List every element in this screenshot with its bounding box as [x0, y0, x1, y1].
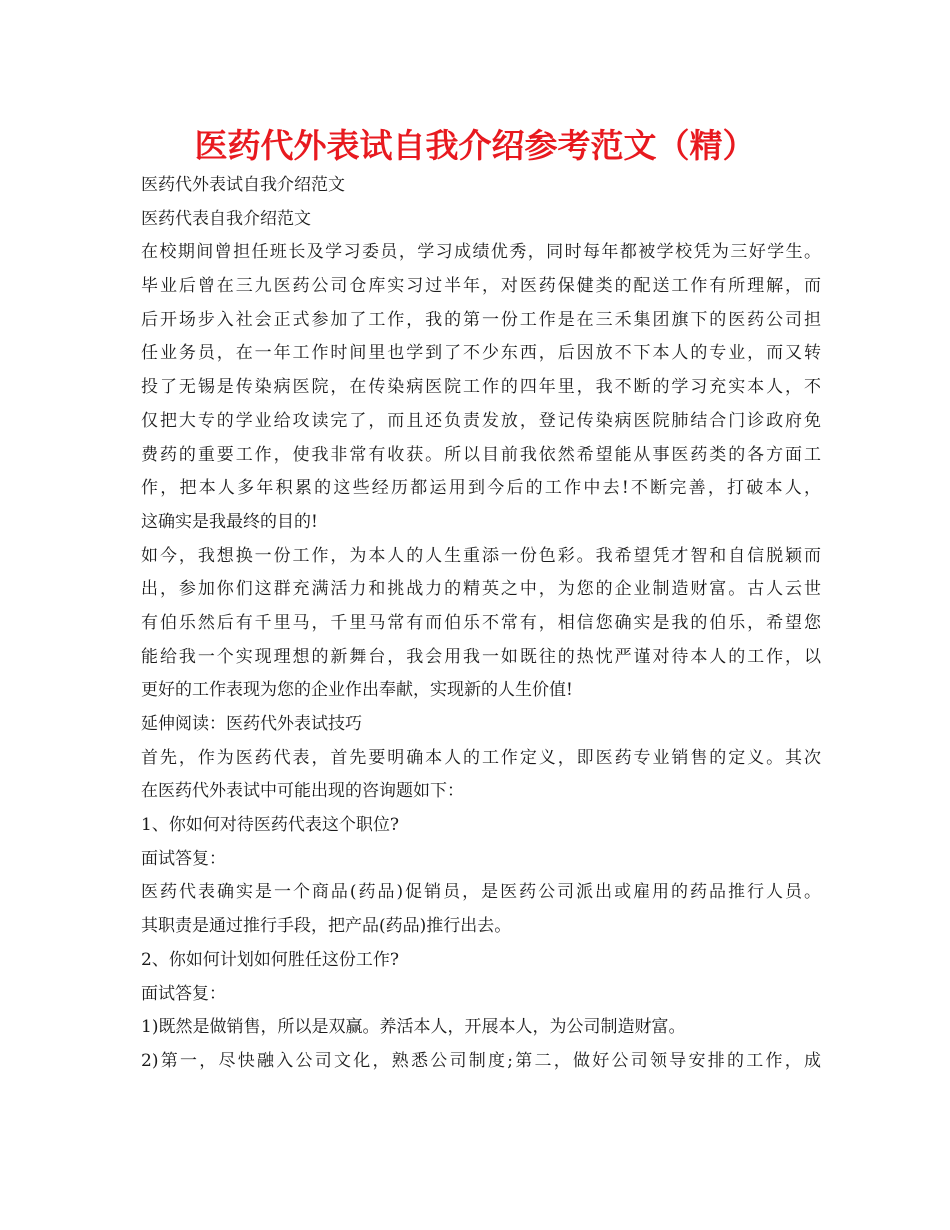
paragraph-line: 在校期间曾担任班长及学习委员，学习成绩优秀，同时每年都被学校凭为三好学生。 — [141, 242, 821, 263]
paragraph-line: 任业务员，在一年工作时间里也学到了不少东西，后因放不下本人的专业，而又转 — [141, 343, 821, 364]
paragraph-line: 2)第一，尽快融入公司文化，熟悉公司制度;第二，做好公司领导安排的工作，成 — [141, 1050, 821, 1071]
paragraph-line: 其职责是通过推行手段，把产品(药品)推行出去。 — [141, 916, 512, 937]
paragraph-line: 如今，我想换一份工作，为本人的人生重添一份色彩。我希望凭才智和自信脱颖而 — [141, 545, 821, 566]
paragraph-line: 延伸阅读：医药代外表试技巧 — [141, 714, 362, 734]
paragraph-line: 1)既然是做销售，所以是双赢。养活本人，开展本人，为公司制造财富。 — [141, 1017, 686, 1038]
paragraph-line: 仅把大专的学业给攻读完了，而且还负责发放，登记传染病医院肺结合门诊政府免 — [141, 410, 821, 431]
paragraph-line: 这确实是我最终的目的! — [141, 511, 318, 532]
paragraph-line: 有伯乐然后有千里马，千里马常有而伯乐不常有，相信您确实是我的伯乐，希望您 — [141, 612, 821, 633]
document-title: 医药代外表试自我介绍参考范文（精） — [194, 126, 756, 165]
paragraph-line: 在医药代外表试中可能出现的咨询题如下： — [141, 781, 464, 802]
paragraph-line: 作，把本人多年积累的这些经历都运用到今后的工作中去!不断完善，打破本人， — [141, 478, 821, 499]
paragraph-line: 医药代表确实是一个商品(药品)促销员，是医药公司派出或雇用的药品推行人员。 — [141, 882, 821, 903]
paragraph-line: 医药代表自我介绍范文 — [141, 208, 311, 229]
paragraph-line: 后开场步入社会正式参加了工作，我的第一份工作是在三禾集团旗下的医药公司担 — [141, 309, 821, 330]
paragraph-line: 面试答复： — [141, 983, 226, 1004]
paragraph-line: 2、你如何计划如何胜任这份工作? — [141, 949, 399, 970]
paragraph-line: 出，参加你们这群充满活力和挑战力的精英之中，为您的企业制造财富。古人云世 — [141, 579, 821, 600]
paragraph-line: 毕业后曾在三九医药公司仓库实习过半年，对医药保健类的配送工作有所理解，而 — [141, 276, 821, 297]
paragraph-line: 费药的重要工作，使我非常有收获。所以目前我依然希望能从事医药类的各方面工 — [141, 444, 821, 465]
paragraph-line: 医药代外表试自我介绍范文 — [141, 175, 345, 195]
paragraph-line: 能给我一个实现理想的新舞台，我会用我一如既往的热忱严谨对待本人的工作，以 — [141, 646, 821, 667]
document-body — [141, 169, 821, 1079]
paragraph-line: 投了无锡是传染病医院，在传染病医院工作的四年里，我不断的学习充实本人，不 — [141, 377, 821, 398]
paragraph-line: 更好的工作表现为您的企业作出奉献，实现新的人生价值! — [141, 680, 573, 701]
paragraph-line: 面试答复： — [141, 848, 226, 869]
paragraph-line: 1、你如何对待医药代表这个职位? — [141, 815, 399, 836]
paragraph-line: 首先，作为医药代表，首先要明确本人的工作定义，即医药专业销售的定义。其次 — [141, 747, 821, 768]
